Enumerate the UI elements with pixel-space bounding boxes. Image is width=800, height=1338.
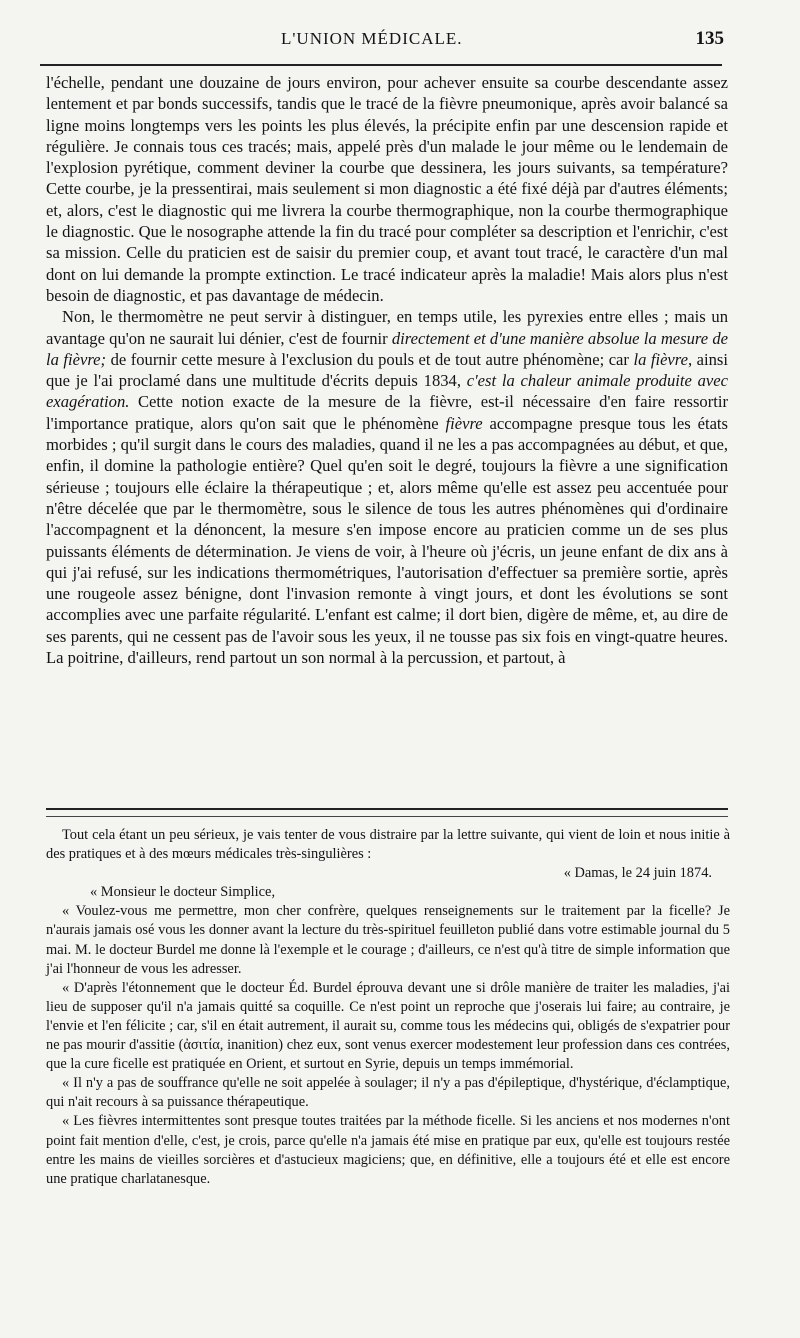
letter-paragraph-3: « Il n'y a pas de souffrance qu'elle ne soit appelée à soulager; il n'y a pas d'épileptique, d'hystérique, d'éclamptique, qui n'ait recours à sa puissance thérapeutique. [46,1075,730,1111]
text-run: de fournir cette mesure à l'exclusion du pouls et de tout autre phénomène; car [106,349,634,369]
letter-paragraph-2: « D'après l'étonnement que le docteur Éd. Burdel éprouva devant une si drôle manière de traiter les maladies, j'ai lieu de supposer qu'il n'a jamais quitté sa coquille. Ce n'est point un reproche que j'oserais lui faire; au contraire, je l'envie et l'en félicite ; car, s'il en était autrement, il aurait su, comme tous les médecins qui, obligés de s'expatrier pour ne pas mourir d'assitie (ἀσιτία, inanition) chez eux, sont venus exercer modestement leur profession dans ces contrées, que la cure ficelle est pratiquée en Orient, et surtout en Syrie, depuis un temps immémorial. [46,979,730,1073]
letter-intro: Tout cela étant un peu sérieux, je vais tenter de vous distraire par la lettre suivante, qui vient de loin et nous initie à des pratiques et à des mœurs médicales très-singulières : [46,827,730,863]
article-paragraph-2 [46,306,728,668]
header-rule [40,64,722,66]
italic-run: c'est la chaleur animale produite avec exagération. [46,371,729,412]
letter-paragraph-1: « Voulez-vous me permettre, mon cher confrère, quelques renseignements sur le traitement par la ficelle? Je n'aurais jamais osé vous les donner avant la lecture du très-spirituel feuilleton publié dans votre estimable journal du 5 mai. M. le docteur Burdel me donne là l'exemple et le courage ; d'ailleurs, ce n'est qu'à titre de simple information que j'ai l'honneur de vous les adresser. [46,903,730,977]
letter-salutation: « Monsieur le docteur Simplice, [90,884,276,901]
text-run: Non, le thermomètre ne peut servir à distinguer, en temps utile, les pyrexies entre elles ; mais un avantage qu'on ne saurait lui dénier, c'est de fournir [46,307,728,348]
letter-paragraph-4: « Les fièvres intermittentes sont presque toutes traitées par la méthode ficelle. Si les anciens et nos modernes n'ont point fait mention d'elle, c'est, je crois, parce qu'elle n'a jamais été mise en pratique par eux, qu'elle est toujours restée entre les mains de vieilles sorcières et d'astucieux magiciens; que, en définitive, elle a toujours été et elle est encore une pratique charlatanesque. [46,1113,730,1187]
italic-run: la fièvre [633,349,689,369]
text-run: accompagne presque tous les états morbides ; qu'il surgit dans le cours des maladies, quand il ne les a pas accompagnées au début, et que, enfin, il domine la pathologie entière? Quel qu'en soit le degré, toujours la fièvre a une signification sérieuse ; toujours elle éclaire la thérapeutique ; et, alors même qu'elle est assez peu accentuée pour n'être décelée que par le thermomètre, sous le silence de tous les autres phénomènes qui d'ordinaire l'accompagnent et la dénoncent, la mesure s'en impose encore au praticien comme un de ses plus puissants éléments de détermination. Je viens de voir, à l'heure où j'écris, un jeune enfant de dix ans à qui j'ai refusé, sur les indications thermométriques, l'autorisation d'effectuer sa première sortie, après une rougeole assez bénigne, dont l'invasion remonte à vingt jours, et dont les évolutions se sont accomplies avec une parfaite régularité. L'enfant est calme; il dort bien, digère de même, et, au dire de ses parents, qui ne cessent pas de l'avoir sous les yeux, il ne tousse pas six fois en vingt-quatre heures. La poitrine, d'ailleurs, rend partout un son normal à la percussion, et partout, à [46,413,728,668]
section-rule-thin [46,816,728,817]
italic-run: directement et d'une manière absolue la mesure de la fièvre; [46,328,729,369]
text-run: Cette notion exacte de la mesure de la fièvre, est-il nécessaire d'en faire ressortir l'importance pratique, alors qu'on sait que le phénomène [46,392,728,433]
feuilleton-letter [46,826,730,1189]
text-run: , ainsi que je l'ai proclamé dans une multitude d'écrits depuis 1834, [46,349,728,391]
running-header [48,28,724,58]
journal-title: L'UNION MÉDICALE. [280,29,463,48]
article-paragraph-1: l'échelle, pendant une douzaine de jours environ, pour achever ensuite sa courbe descendante assez lentement et par bonds successifs, tandis que le tracé de la fièvre pneumonique, après avoir balancé sa ligne moins longtemps vers les points les plus élevés, la précipite enfin par une descension rapide et régulière. Je connais tous ces tracés; mais, appelé près d'un malade le jour même ou le lendemain de l'explosion pyrétique, comment deviner la courbe que dessinera, les jours suivants, sa température? Cette courbe, je la pressentirai, mais seulement si mon diagnostic a été fixé déjà par d'autres éléments; et, alors, c'est le diagnostic qui me livrera la courbe thermographique, non la courbe thermographique le diagnostic. Que le nosographe attende la fin du tracé pour compléter sa description et l'enrichir, c'est sa mission. Celle du praticien est de saisir du premier coup, et avant tout tracé, le caractère d'un mal dont on lui demande la prompte extinction. Le tracé indicateur après la maladie! Mais alors plus n'est besoin de diagnostic, et pas davantage de médecin. [46,73,728,305]
letter-date: « Damas, le 24 juin 1874. [563,865,712,882]
page-number: 135 [695,28,724,49]
section-rule [46,808,728,810]
italic-run: fièvre [445,413,483,433]
main-article-text [46,72,728,668]
